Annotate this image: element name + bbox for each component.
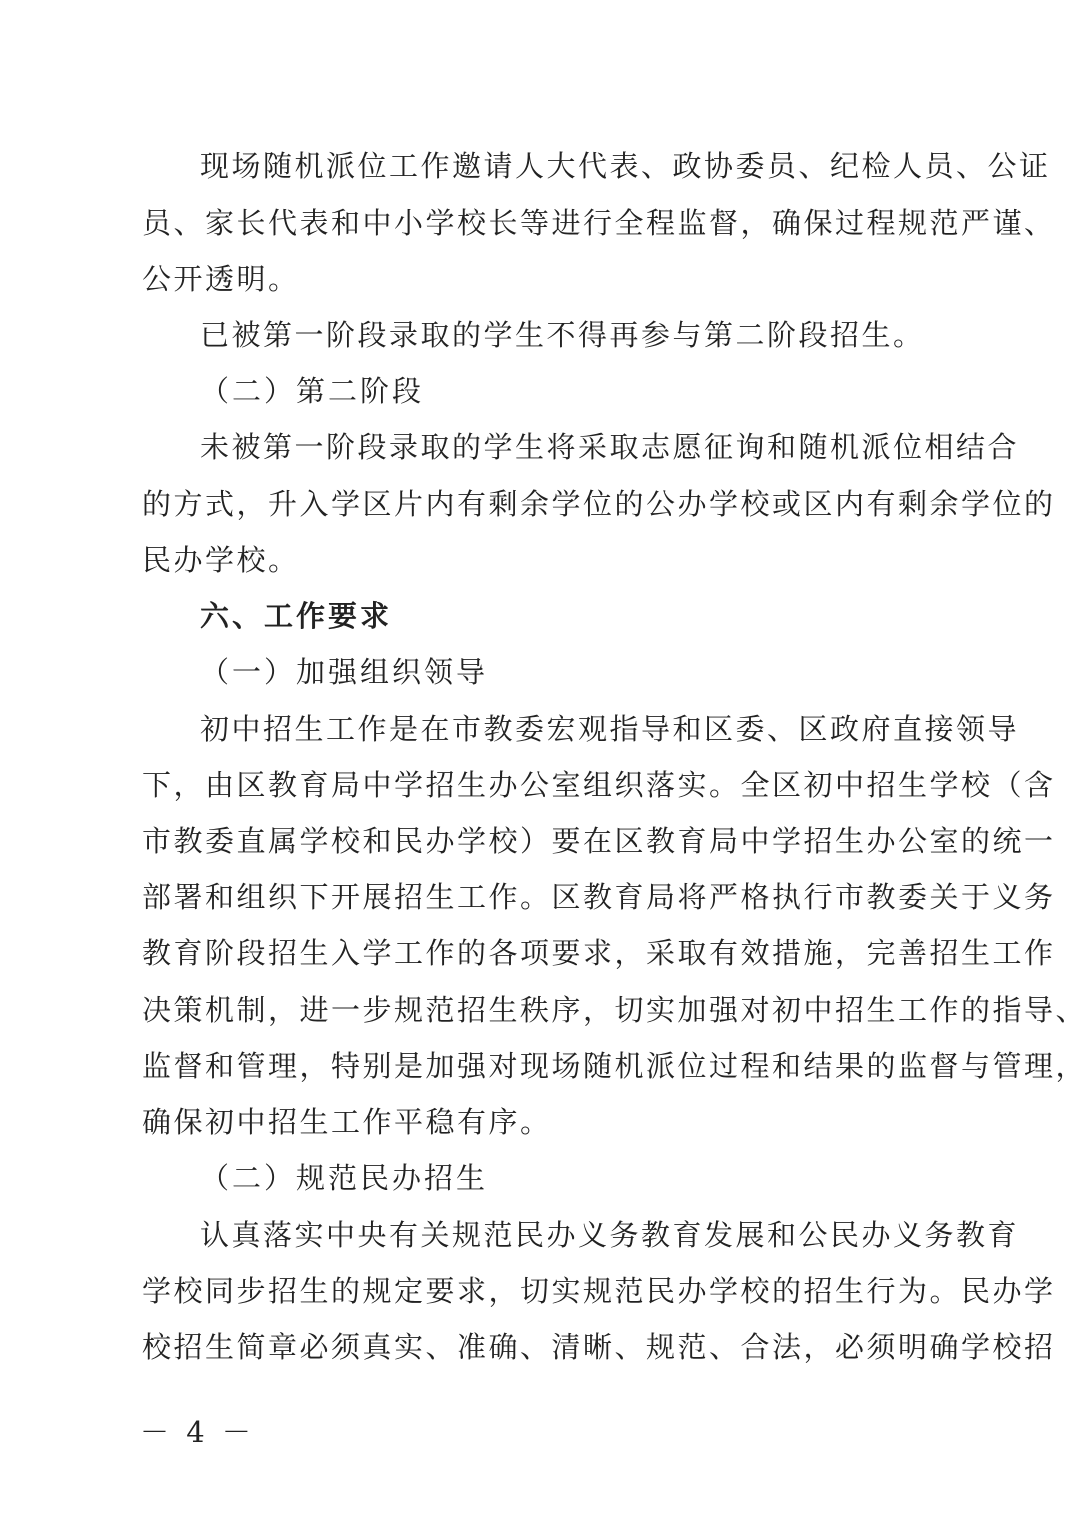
- paragraph-line: 初中招生工作是在市教委宏观指导和区委、区政府直接领导: [200, 712, 1020, 746]
- paragraph-line: 认真落实中央有关规范民办义务教育发展和公民办义务教育: [200, 1218, 1020, 1252]
- section-subheading: （二）第二阶段: [200, 374, 425, 408]
- paragraph-line: 公开透明。: [142, 262, 300, 296]
- paragraph-line: 的方式，升入学区片内有剩余学位的公办学校或区内有剩余学位的: [142, 487, 1056, 521]
- paragraph-line: 学校同步招生的规定要求，切实规范民办学校的招生行为。民办学: [142, 1274, 1056, 1308]
- paragraph-line: 校招生简章必须真实、准确、清晰、规范、合法，必须明确学校招: [142, 1330, 1056, 1364]
- paragraph-line: 员、家长代表和中小学校长等进行全程监督，确保过程规范严谨、: [142, 206, 1056, 240]
- paragraph-line: 民办学校。: [142, 543, 300, 577]
- paragraph-line: 市教委直属学校和民办学校）要在区教育局中学招生办公室的统一: [142, 824, 1056, 858]
- paragraph-line: 已被第一阶段录取的学生不得再参与第二阶段招生。: [200, 318, 925, 352]
- paragraph-line: 确保初中招生工作平稳有序。: [142, 1105, 552, 1139]
- section-heading: 六、工作要求: [200, 599, 393, 633]
- paragraph-line: 教育阶段招生入学工作的各项要求，采取有效措施，完善招生工作: [142, 936, 1056, 970]
- paragraph-line: 未被第一阶段录取的学生将采取志愿征询和随机派位相结合: [200, 430, 1020, 464]
- section-subheading: （二）规范民办招生: [200, 1161, 489, 1195]
- paragraph-line: 下，由区教育局中学招生办公室组织落实。全区初中招生学校（含: [142, 768, 1056, 802]
- paragraph-line: 部署和组织下开展招生工作。区教育局将严格执行市教委关于义务: [142, 880, 1056, 914]
- section-subheading: （一）加强组织领导: [200, 655, 489, 689]
- paragraph-line: 现场随机派位工作邀请人大代表、政协委员、纪检人员、公证: [200, 149, 1051, 183]
- paragraph-line: 监督和管理，特别是加强对现场随机派位过程和结果的监督与管理，: [142, 1049, 1087, 1083]
- paragraph-line: 决策机制，进一步规范招生秩序，切实加强对初中招生工作的指导、: [142, 993, 1087, 1027]
- page-number: － 4 －: [140, 1415, 255, 1449]
